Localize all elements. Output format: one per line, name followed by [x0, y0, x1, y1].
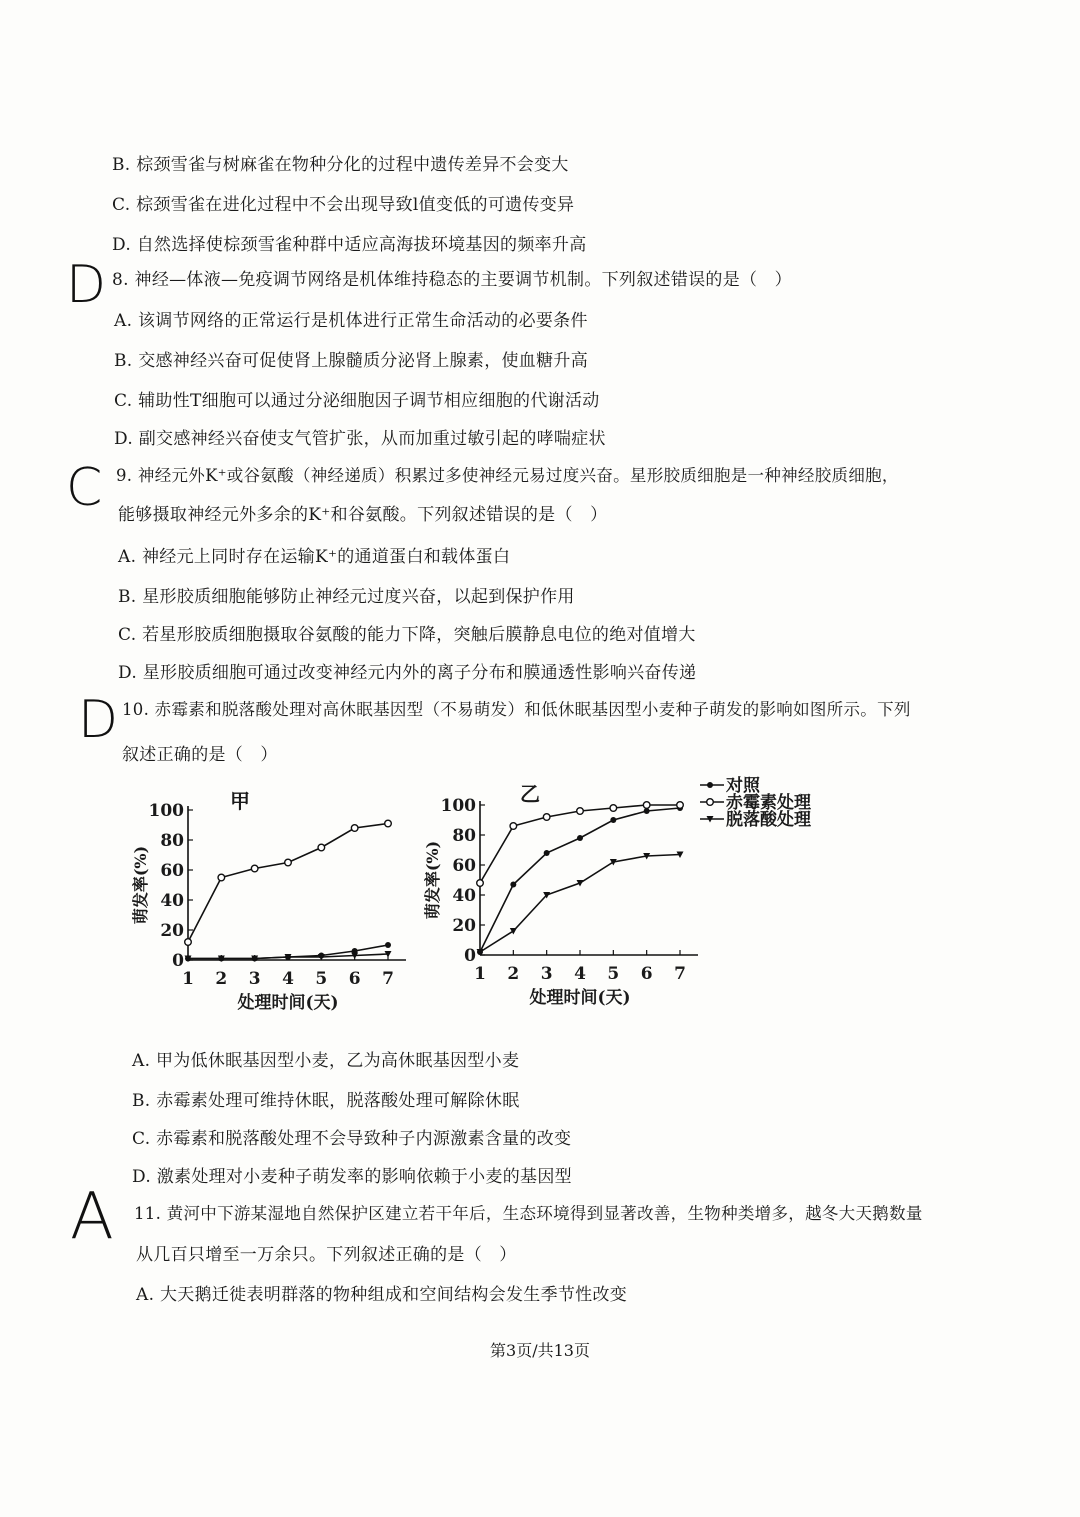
data-point-circle — [385, 820, 392, 827]
data-point-circle — [285, 859, 292, 866]
data-point-circle — [610, 805, 617, 812]
q7-option-d: D. 自然选择使棕颈雪雀种群中适应高海拔环境基因的频率升高 — [112, 235, 587, 255]
x-tick-label: 2 — [215, 969, 228, 989]
x-tick-label: 3 — [248, 969, 261, 989]
x-tick-label: 3 — [540, 964, 553, 984]
q8-stem: 8. 神经—体液—免疫调节网络是机体维持稳态的主要调节机制。下列叙述错误的是（ ） — [112, 270, 792, 290]
chart-yi-svg — [415, 765, 855, 1025]
chart-title: 乙 — [520, 782, 540, 806]
x-axis-label: 处理时间(天) — [529, 988, 631, 1008]
q11-stem-line1: 11. 黄河中下游某湿地自然保护区建立若干年后，生态环境得到显著改善，生物种类增多，越冬大天鹅数量 — [134, 1204, 923, 1223]
chart-yi — [415, 765, 855, 1025]
y-tick-label: 20 — [452, 916, 476, 936]
data-point-circle — [677, 802, 684, 809]
q11-option-a: A. 大天鹅迁徙表明群落的物种组成和空间结构会发生季节性改变 — [136, 1285, 628, 1305]
legend-label: 赤霉素处理 — [726, 793, 811, 813]
data-point-circle — [251, 865, 258, 872]
q10-stem-line2: 叙述正确的是（ ） — [122, 745, 278, 765]
q9-option-b: B. 星形胶质细胞能够防止神经元过度兴奋，以起到保护作用 — [118, 587, 575, 607]
y-tick-label: 100 — [440, 796, 476, 816]
y-axis-label: 萌发率(%) — [131, 845, 150, 925]
y-tick-label: 40 — [160, 891, 184, 911]
page-footer: 第3页/共13页 — [490, 1341, 590, 1360]
chart-title: 甲 — [230, 789, 250, 813]
q8-option-d: D. 副交感神经兴奋使支气管扩张，从而加重过敏引起的哮喘症状 — [114, 429, 606, 449]
y-tick-label: 0 — [464, 946, 476, 966]
q8-option-c: C. 辅助性T细胞可以通过分泌细胞因子调节相应细胞的代谢活动 — [114, 391, 600, 411]
handwritten-answer-q10: D — [78, 690, 119, 750]
chart-jia — [120, 770, 420, 1030]
x-tick-label: 5 — [607, 964, 620, 984]
x-tick-label: 7 — [382, 969, 394, 989]
y-tick-label: 80 — [452, 826, 476, 846]
q10-option-a: A. 甲为低休眠基因型小麦，乙为高休眠基因型小麦 — [132, 1051, 520, 1071]
q9-option-a: A. 神经元上同时存在运输K⁺的通道蛋白和载体蛋白 — [118, 547, 511, 567]
legend-label: 对照 — [726, 776, 760, 796]
handwritten-answer-q8: D — [66, 255, 107, 315]
data-point-dot — [577, 835, 583, 841]
q9-stem-line1: 9. 神经元外K⁺或谷氨酸（神经递质）积累过多使神经元易过度兴奋。星形胶质细胞是一种神经胶质细胞， — [116, 466, 899, 485]
q7-option-c: C. 棕颈雪雀在进化过程中不会出现导致l值变低的可遗传变异 — [112, 195, 575, 215]
y-tick-label: 0 — [172, 951, 184, 971]
data-point-circle — [543, 814, 550, 821]
x-tick-label: 6 — [348, 969, 361, 989]
y-tick-label: 60 — [452, 856, 476, 876]
series-line-2 — [480, 855, 680, 953]
data-point-dot — [544, 850, 550, 856]
y-tick-label: 80 — [160, 831, 184, 851]
q10-option-b: B. 赤霉素处理可维持休眠，脱落酸处理可解除休眠 — [132, 1091, 520, 1111]
data-point-dot — [385, 942, 391, 948]
x-tick-label: 1 — [182, 969, 194, 989]
y-tick-label: 40 — [452, 886, 476, 906]
handwritten-answer-q9: C — [66, 458, 103, 518]
q9-stem-line2: 能够摄取神经元外多余的K⁺和谷氨酸。下列叙述错误的是（ ） — [118, 505, 608, 525]
data-point-circle — [510, 823, 517, 830]
x-tick-label: 5 — [315, 969, 328, 989]
q11-stem-line2: 从几百只增至一万余只。下列叙述正确的是（ ） — [136, 1245, 517, 1265]
data-point-circle — [351, 825, 358, 832]
x-tick-label: 4 — [574, 964, 586, 984]
q10-option-d: D. 激素处理对小麦种子萌发率的影响依赖于小麦的基因型 — [132, 1167, 572, 1187]
y-tick-label: 100 — [148, 801, 184, 821]
x-tick-label: 2 — [507, 964, 520, 984]
x-tick-label: 4 — [282, 969, 294, 989]
data-point-circle — [477, 880, 484, 887]
legend-label: 脱落酸处理 — [726, 810, 811, 830]
q9-option-d: D. 星形胶质细胞可通过改变神经元内外的离子分布和膜通透性影响兴奋传递 — [118, 663, 697, 683]
data-point-triangle — [510, 928, 517, 935]
handwritten-answer-q11: A — [70, 1180, 114, 1254]
x-tick-label: 1 — [474, 964, 486, 984]
data-point-dot — [610, 817, 616, 823]
q9-option-c: C. 若星形胶质细胞摄取谷氨酸的能力下降，突触后膜静息电位的绝对值增大 — [118, 625, 696, 645]
y-tick-label: 60 — [160, 861, 184, 881]
q8-option-b: B. 交感神经兴奋可促使肾上腺髓质分泌肾上腺素，使血糖升高 — [114, 351, 588, 371]
x-tick-label: 6 — [640, 964, 653, 984]
y-axis-label: 萌发率(%) — [423, 840, 442, 920]
series-line-1 — [480, 805, 680, 883]
q10-option-c: C. 赤霉素和脱落酸处理不会导致种子内源激素含量的改变 — [132, 1129, 572, 1149]
x-axis-label: 处理时间(天) — [237, 993, 339, 1013]
legend-marker-dot — [707, 782, 713, 788]
q8-option-a: A. 该调节网络的正常运行是机体进行正常生命活动的必要条件 — [114, 311, 588, 331]
legend-marker-circle — [707, 799, 714, 806]
data-point-circle — [185, 939, 192, 946]
chart-jia-svg — [120, 770, 420, 1030]
q10-stem-line1: 10. 赤霉素和脱落酸处理对高休眠基因型（不易萌发）和低休眠基因型小麦种子萌发的影响如图所示。下列 — [122, 700, 911, 719]
data-point-circle — [218, 874, 225, 881]
data-point-circle — [577, 808, 584, 815]
data-point-circle — [318, 844, 325, 851]
data-point-dot — [510, 882, 516, 888]
data-point-circle — [643, 802, 650, 809]
q7-option-b: B. 棕颈雪雀与树麻雀在物种分化的过程中遗传差异不会变大 — [112, 155, 569, 175]
series-line-1 — [188, 824, 388, 943]
y-tick-label: 20 — [160, 921, 184, 941]
x-tick-label: 7 — [674, 964, 686, 984]
